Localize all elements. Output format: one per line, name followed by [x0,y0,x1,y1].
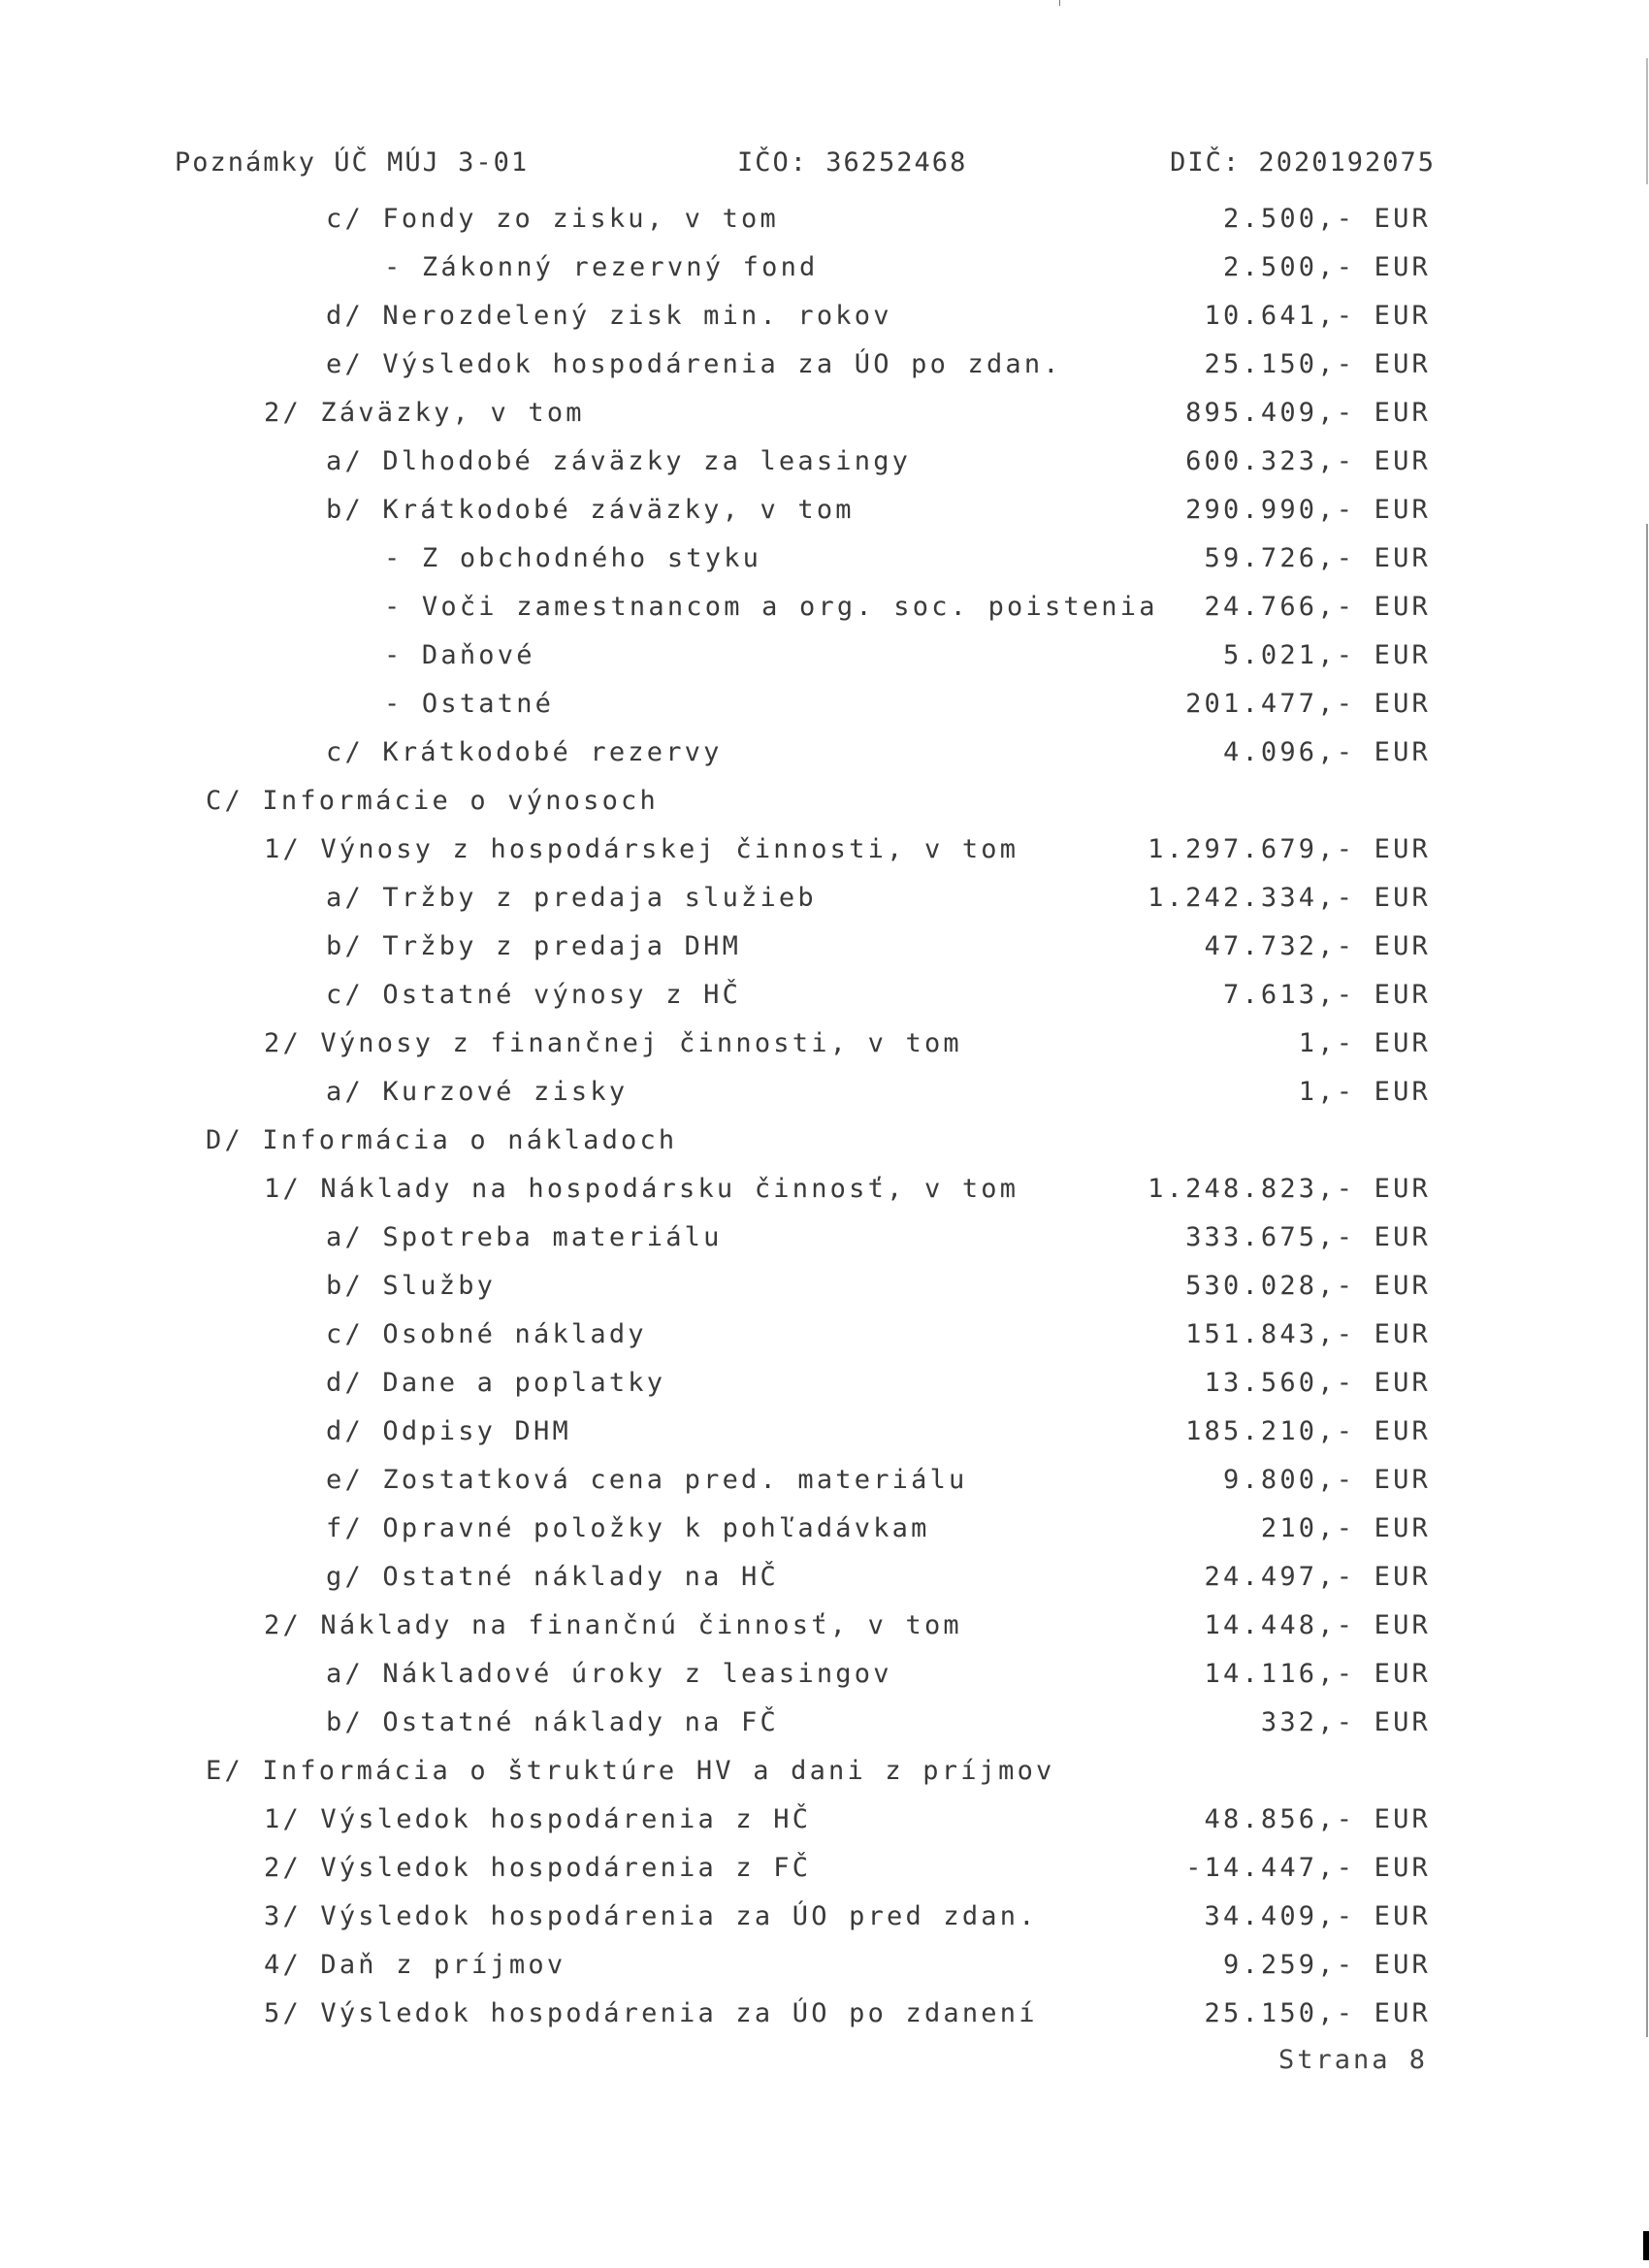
list-item [0,778,1649,826]
list-item [0,1069,1649,1118]
list-item [0,244,1649,293]
item-label: - Voči zamestnancom a org. soc. poistenia [384,592,1158,622]
list-item [0,875,1649,923]
item-label: a/ Nákladové úroky z leasingov [326,1659,892,1689]
item-amount: 201.477,- EUR [1185,689,1431,719]
list-item [0,1215,1649,1263]
item-amount: 14.448,- EUR [1204,1610,1431,1640]
item-label: b/ Krátkodobé záväzky, v tom [326,495,855,525]
item-amount: 1,- EUR [1298,1028,1431,1058]
item-label: 1/ Výsledok hospodárenia z HČ [264,1804,812,1834]
item-amount: 24.766,- EUR [1204,592,1431,622]
list-item [0,1166,1649,1215]
item-label: b/ Tržby z predaja DHM [326,931,742,961]
list-item [0,972,1649,1021]
list-item [0,196,1649,244]
list-item [0,487,1649,535]
item-amount: 5.021,- EUR [1222,640,1431,670]
item-label: 4/ Daň z príjmov [264,1950,566,1980]
item-amount: 13.560,- EUR [1204,1368,1431,1398]
page-header [175,147,1436,186]
list-item [0,1360,1649,1409]
list-item [0,1894,1649,1942]
list-item [0,1845,1649,1894]
item-label: 2/ Náklady na finančnú činnosť, v tom [264,1610,962,1640]
item-label: E/ Informácia o štruktúre HV a dani z príjmov [206,1756,1055,1786]
item-amount: 10.641,- EUR [1204,301,1431,331]
list-item [0,390,1649,438]
item-amount: 333.675,- EUR [1185,1222,1431,1252]
list-item [0,1748,1649,1797]
scan-mark [1059,0,1060,6]
list-item [0,1603,1649,1651]
header-dic: DIČ: 2020192075 [1170,147,1436,178]
list-item [0,1797,1649,1845]
list-item [0,1457,1649,1506]
item-label: d/ Nerozdelený zisk min. rokov [326,301,892,331]
list-item [0,681,1649,729]
item-label: b/ Ostatné náklady na FČ [326,1707,779,1737]
header-ico: IČO: 36252468 [737,147,968,178]
item-amount: 25.150,- EUR [1204,349,1431,379]
item-amount: 1.248.823,- EUR [1148,1174,1431,1204]
item-amount: 25.150,- EUR [1204,1998,1431,2028]
list-item [0,1651,1649,1700]
item-label: c/ Ostatné výnosy z HČ [326,980,742,1010]
item-amount: 14.116,- EUR [1204,1659,1431,1689]
scan-edge-top [1646,58,1648,184]
list-item [0,729,1649,778]
list-item [0,1942,1649,1991]
list-item [0,1991,1649,2039]
page-number: Strana 8 [1277,2045,1428,2075]
item-label: e/ Zostatková cena pred. materiálu [326,1465,968,1495]
list-item [0,535,1649,584]
item-label: 2/ Záväzky, v tom [264,398,585,428]
item-amount: 290.990,- EUR [1185,495,1431,525]
item-amount: 24.497,- EUR [1204,1562,1431,1592]
item-label: a/ Tržby z predaja služieb [326,883,817,913]
item-label: c/ Osobné náklady [326,1319,647,1349]
item-label: 3/ Výsledok hospodárenia za ÚO pred zdan. [264,1901,1038,1931]
list-item [0,584,1649,632]
item-amount: 530.028,- EUR [1185,1271,1431,1301]
list-item [0,341,1649,390]
item-amount: 47.732,- EUR [1204,931,1431,961]
scan-edge-bottom [1643,2231,1649,2260]
item-label: - Ostatné [384,689,555,719]
item-amount: 332,- EUR [1260,1707,1431,1737]
list-item [0,1506,1649,1554]
list-item [0,1554,1649,1603]
list-item [0,1118,1649,1166]
item-label: e/ Výsledok hospodárenia za ÚO po zdan. [326,349,1062,379]
item-amount: 34.409,- EUR [1204,1901,1431,1931]
list-item [0,1021,1649,1069]
item-label: 5/ Výsledok hospodárenia za ÚO po zdanení [264,1998,1038,2028]
item-label: c/ Fondy zo zisku, v tom [326,204,779,234]
item-label: a/ Kurzové zisky [326,1077,629,1107]
item-label: a/ Dlhodobé záväzky za leasingy [326,446,912,476]
item-amount: 151.843,- EUR [1185,1319,1431,1349]
item-label: D/ Informácia o nákladoch [206,1125,678,1155]
item-label: - Zákonný rezervný fond [384,252,819,282]
item-amount: 59.726,- EUR [1204,543,1431,573]
item-label: g/ Ostatné náklady na HČ [326,1562,779,1592]
list-item [0,632,1649,681]
item-label: 2/ Výnosy z finančnej činnosti, v tom [264,1028,962,1058]
list-item [0,826,1649,875]
item-amount: -14.447,- EUR [1185,1853,1431,1883]
item-amount: 9.259,- EUR [1222,1950,1431,1980]
item-amount: 185.210,- EUR [1185,1416,1431,1446]
item-label: a/ Spotreba materiálu [326,1222,723,1252]
list-item [0,1263,1649,1312]
item-amount: 9.800,- EUR [1222,1465,1431,1495]
item-amount: 2.500,- EUR [1222,204,1431,234]
list-item [0,923,1649,972]
item-amount: 1.297.679,- EUR [1148,834,1431,864]
item-label: c/ Krátkodobé rezervy [326,737,723,767]
item-label: d/ Dane a poplatky [326,1368,666,1398]
item-label: - Z obchodného styku [384,543,762,573]
list-item [0,1409,1649,1457]
item-amount: 1.242.334,- EUR [1148,883,1431,913]
item-label: f/ Opravné položky k pohľadávkam [326,1513,930,1543]
item-label: 2/ Výsledok hospodárenia z FČ [264,1853,812,1883]
item-amount: 4.096,- EUR [1222,737,1431,767]
list-item [0,1312,1649,1360]
item-amount: 48.856,- EUR [1204,1804,1431,1834]
item-label: b/ Služby [326,1271,497,1301]
item-label: d/ Odpisy DHM [326,1416,571,1446]
item-amount: 1,- EUR [1298,1077,1431,1107]
item-amount: 7.613,- EUR [1222,980,1431,1010]
item-label: 1/ Výnosy z hospodárskej činnosti, v tom [264,834,1019,864]
item-amount: 895.409,- EUR [1185,398,1431,428]
list-item [0,1700,1649,1748]
list-item [0,293,1649,341]
notes-list [0,196,1649,2039]
item-amount: 210,- EUR [1260,1513,1431,1543]
item-amount: 600.323,- EUR [1185,446,1431,476]
item-label: C/ Informácie o výnosoch [206,786,659,816]
item-label: 1/ Náklady na hospodársku činnosť, v tom [264,1174,1019,1204]
item-amount: 2.500,- EUR [1222,252,1431,282]
header-document-title: Poznámky ÚČ MÚJ 3-01 [175,147,530,178]
item-label: - Daňové [384,640,535,670]
list-item [0,438,1649,487]
